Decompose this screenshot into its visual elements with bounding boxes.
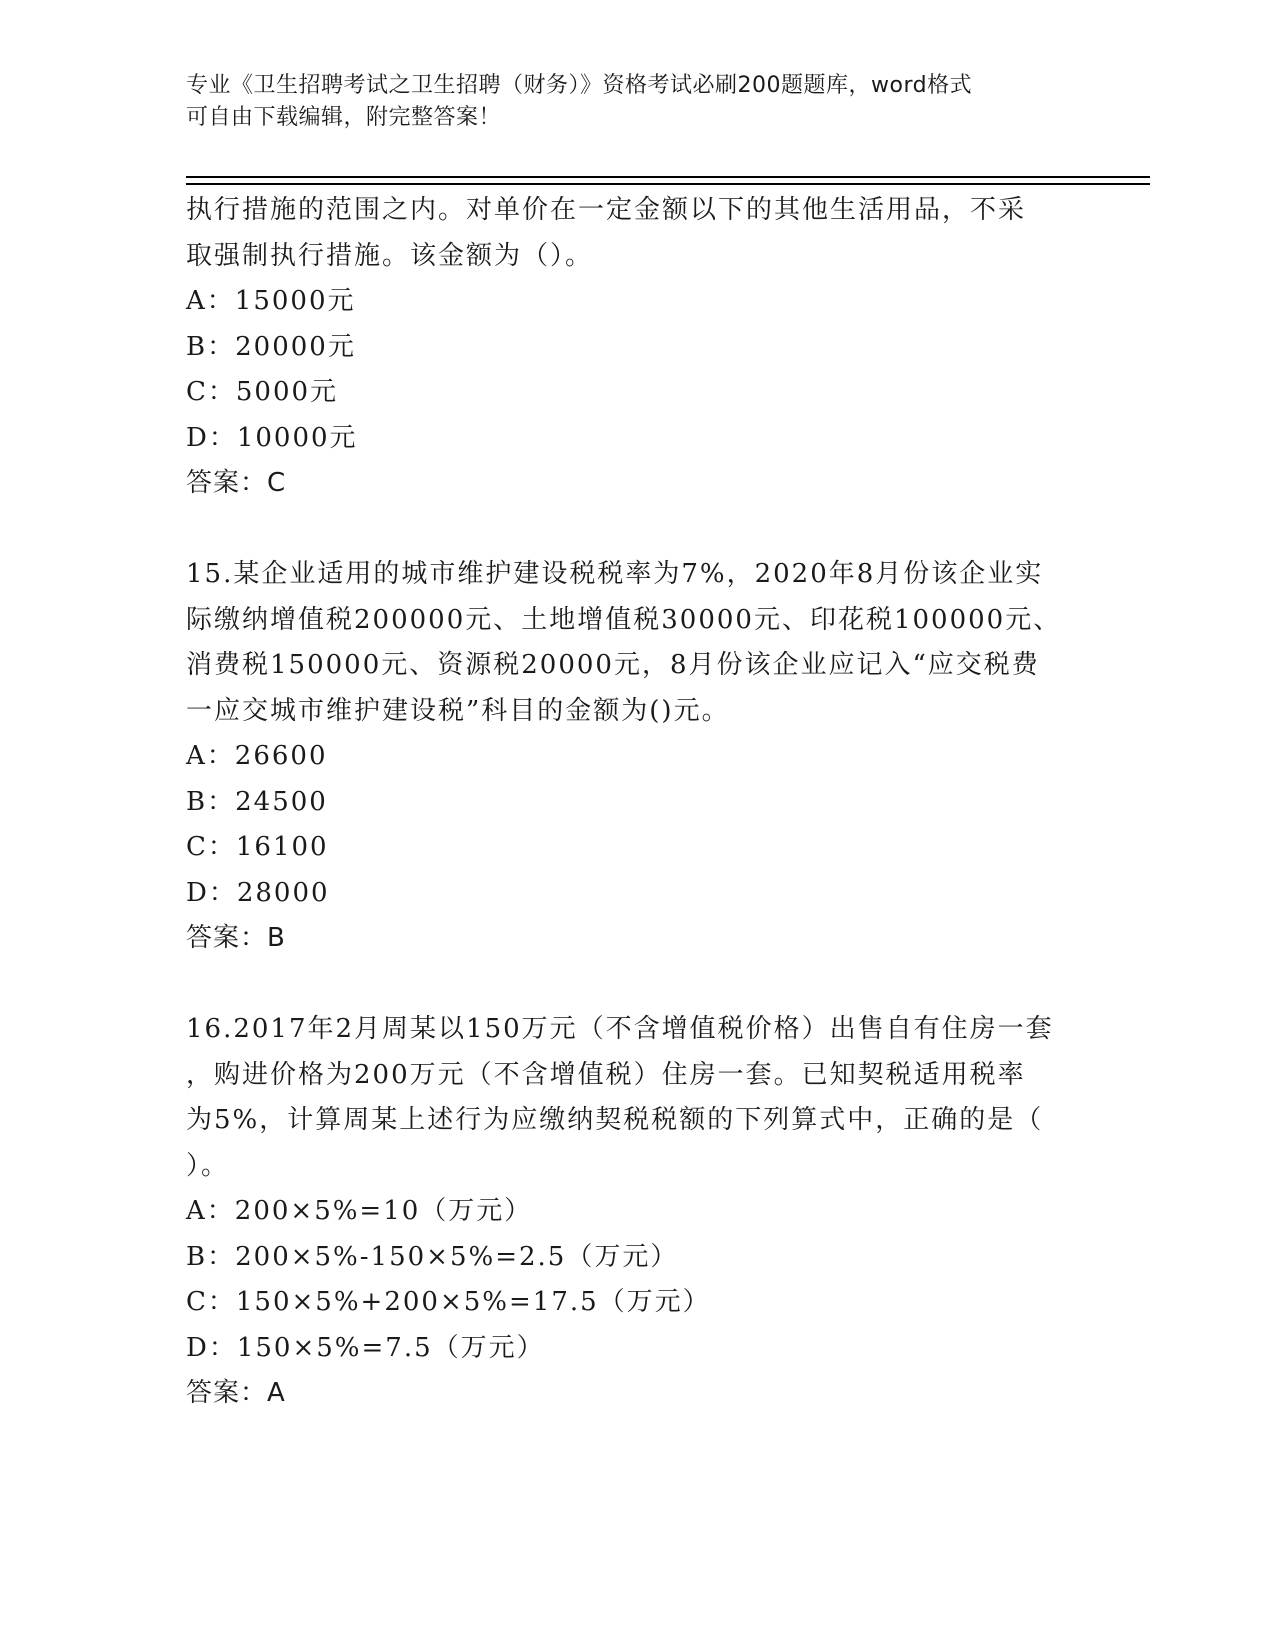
question-stem-line: ，购进价格为200万元（不含增值税）住房一套。已知契税适用税率: [186, 1059, 1026, 1090]
option-d: D：10000元: [186, 422, 358, 453]
option-a: A：200×5%=10（万元）: [186, 1196, 533, 1226]
question-16: [186, 1007, 1086, 1417]
question-stem-line: 消费税150000元、资源税20000元，8月份该企业应记入“应交税费: [186, 650, 1040, 680]
spacer: [186, 962, 1086, 1008]
header-divider-top: [186, 176, 1150, 178]
option-c: C：5000元: [186, 377, 339, 407]
answer-label: 答案：B: [186, 923, 286, 953]
option-a: A：15000元: [186, 286, 356, 316]
answer-label: 答案：A: [186, 1378, 286, 1408]
option-c: C：150×5%+200×5%=17.5（万元）: [186, 1287, 711, 1317]
question-stem-line: 16.2017年2月周某以150万元（不含增值税价格）出售自有住房一套: [186, 1014, 1054, 1044]
spacer: [186, 507, 1086, 553]
question-stem-line: 为5%，计算周某上述行为应缴纳契税税额的下列算式中，正确的是（: [186, 1105, 1044, 1135]
header-line-2: 可自由下载编辑，附完整答案！: [186, 105, 502, 130]
question-stem-line: ）。: [186, 1150, 230, 1181]
option-c: C：16100: [186, 832, 329, 862]
question-stem-line: 一应交城市维护建设税”科目的金额为()元。: [186, 695, 730, 726]
question-stem-line: 执行措施的范围之内。对单价在一定金额以下的其他生活用品，不采: [186, 195, 1027, 225]
option-d: D：28000: [186, 877, 330, 908]
header-divider-bottom: [186, 183, 1150, 185]
document-body: [186, 188, 1086, 1417]
page-header: [186, 70, 1086, 134]
question-stem-line: 际缴纳增值税200000元、土地增值税30000元、印花税100000元、: [186, 604, 1062, 635]
question-stem-line: 取强制执行措施。该金额为（）。: [186, 240, 594, 271]
header-line-1: 专业《卫生招聘考试之卫生招聘（财务）》资格考试必刷200题题库，word格式: [186, 73, 973, 98]
option-d: D：150×5%=7.5（万元）: [186, 1332, 545, 1363]
option-b: B：24500: [186, 786, 328, 817]
answer-label: 答案：C: [186, 468, 287, 498]
option-a: A：26600: [186, 741, 328, 771]
question-14: [186, 188, 1086, 507]
question-15: [186, 552, 1086, 962]
option-b: B：200×5%-150×5%=2.5（万元）: [186, 1241, 679, 1272]
option-b: B：20000元: [186, 331, 356, 362]
question-stem-line: 15.某企业适用的城市维护建设税税率为7%，2020年8月份该企业实: [186, 559, 1044, 589]
